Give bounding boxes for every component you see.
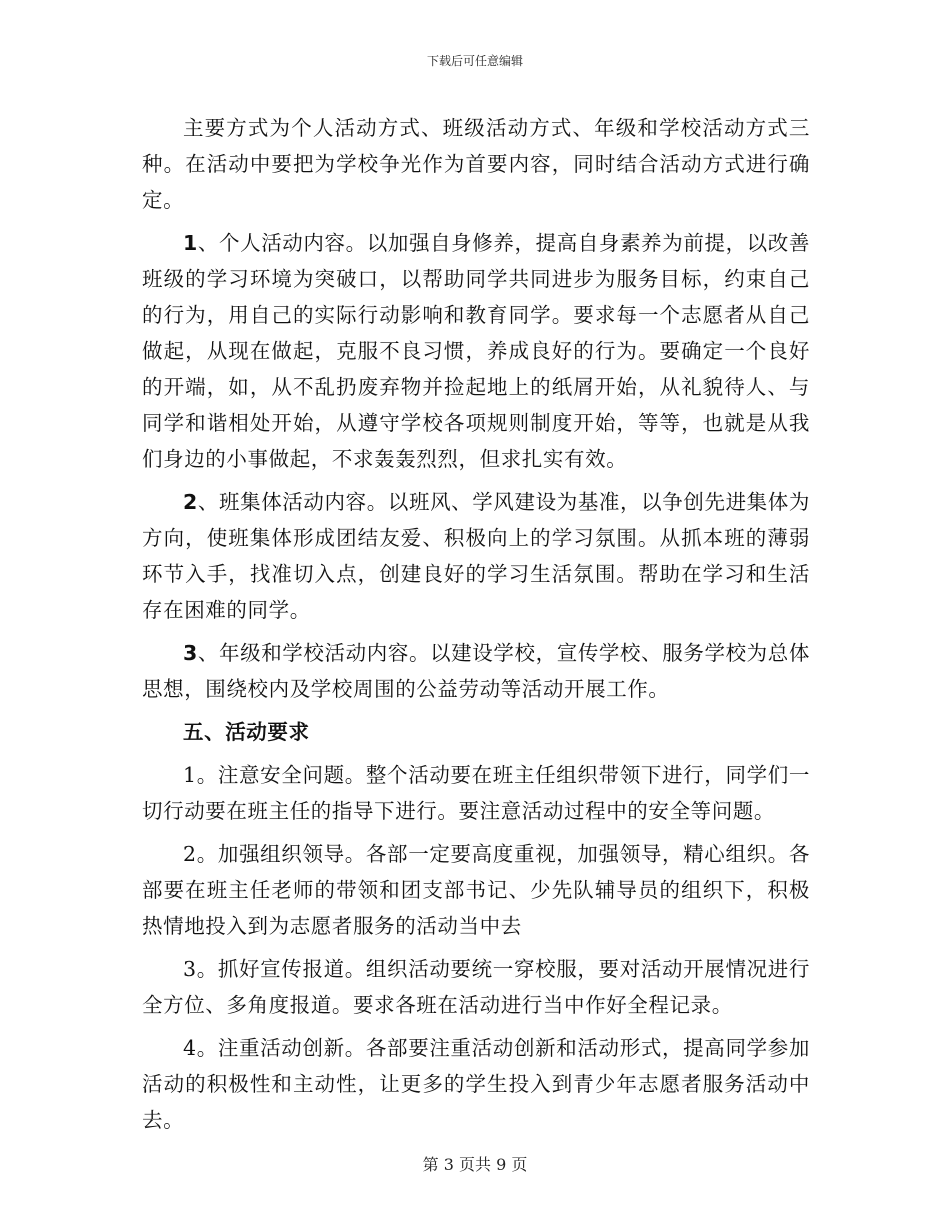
paragraph-number: 3 [183, 641, 198, 665]
requirement-item: 2。加强组织领导。各部一定要高度重视，加强领导，精心组织。各部要在班主任老师的带领和团支部书记、少先队辅导员的组织下，积极热情地投入到为志愿者服务的活动当中去 [142, 842, 810, 938]
requirement-item: 1。注意安全问题。整个活动要在班主任组织带领下进行，同学们一切行动要在班主任的指导下进行。要注意活动过程中的安全等问题。 [142, 763, 810, 823]
paragraph-number: 2 [183, 490, 198, 514]
section-heading: 五、活动要求 [183, 720, 310, 744]
paragraph-text: 主要方式为个人活动方式、班级活动方式、年级和学校活动方式三种。在活动中要把为学校争光作为首要内容，同时结合活动方式进行确定。 [142, 116, 810, 212]
document-body [142, 110, 810, 1145]
requirement-item: 4。注重活动创新。各部要注重活动创新和活动形式，提高同学参加活动的积极性和主动性，让更多的学生投入到青少年志愿者服务活动中去。 [142, 1036, 810, 1132]
paragraph-text: 、班集体活动内容。以班风、学风建设为基准，以争创先进集体为方向，使班集体形成团结友爱、积极向上的学习氛围。从抓本班的薄弱环节入手，找准切入点，创建良好的学习生活氛围。帮助在学习和生活存在困难的同学。 [142, 490, 810, 622]
paragraph-individual-activity [142, 225, 810, 477]
paragraph-text: 、年级和学校活动内容。以建设学校，宣传学校、服务学校为总体思想，围绕校内及学校周围的公益劳动等活动开展工作。 [142, 641, 810, 701]
requirement-item: 3。抓好宣传报道。组织活动要统一穿校服，要对活动开展情况进行全方位、多角度报道。要求各班在活动进行当中作好全程记录。 [142, 957, 810, 1017]
paragraph-intro [142, 110, 810, 218]
page-footer: 第 3 页共 9 页 [422, 1155, 528, 1174]
paragraph-number: 1 [183, 231, 198, 255]
paragraph-school-activity [142, 635, 810, 707]
paragraph-class-activity [142, 484, 810, 628]
page-header: 下载后可任意编辑 [426, 54, 523, 68]
paragraph-text: 、个人活动内容。以加强自身修养，提高自身素养为前提，以改善班级的学习环境为突破口，以帮助同学共同进步为服务目标，约束自己的行为，用自己的实际行动影响和教育同学。要求每一个志愿者从自己做起，从现在做起，克服不良习惯，养成良好的行为。要确定一个良好的开端，如，从不乱扔废弃物并捡起地上的纸屑开始，从礼貌待人、与同学和谐相处开始，从遵守学校各项规则制度开始，等等，也就是从我们身边的小事做起，不求轰轰烈烈，但求扎实有效。 [142, 231, 810, 471]
